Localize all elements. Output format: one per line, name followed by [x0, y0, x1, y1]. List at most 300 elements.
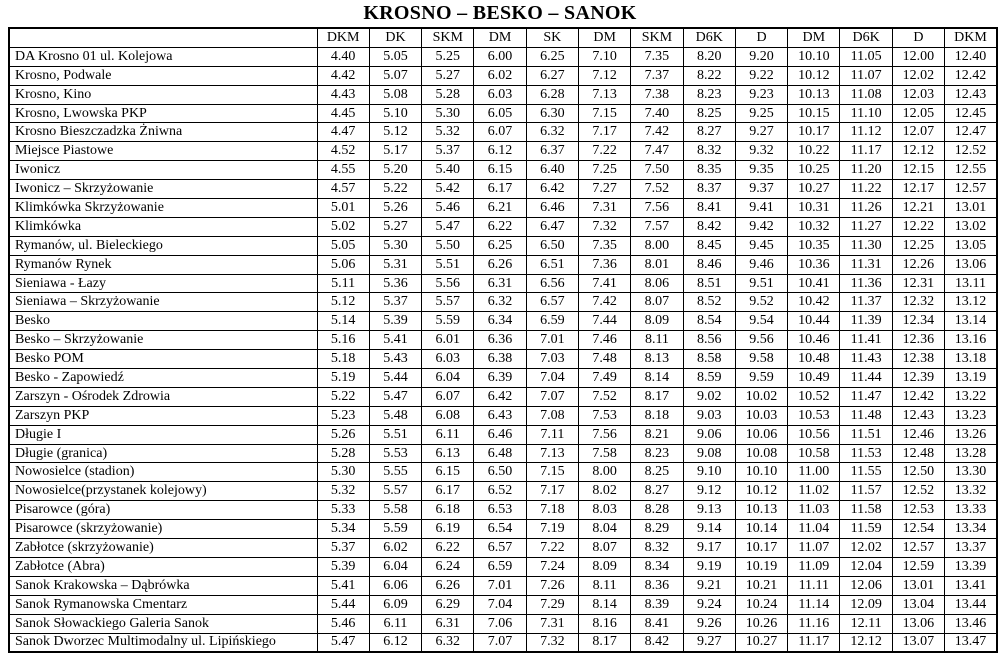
time-cell: 10.12 [735, 482, 787, 501]
time-cell: 9.02 [683, 387, 735, 406]
time-cell: 6.48 [474, 444, 526, 463]
time-cell: 5.43 [369, 350, 421, 369]
time-cell: 12.46 [892, 425, 944, 444]
time-cell: 5.41 [317, 576, 369, 595]
time-cell: 9.42 [735, 217, 787, 236]
time-cell: 6.36 [474, 331, 526, 350]
table-row [9, 463, 997, 482]
time-cell: 12.02 [892, 66, 944, 85]
time-cell: 10.15 [788, 104, 840, 123]
time-cell: 12.00 [892, 47, 944, 66]
time-cell: 5.40 [422, 161, 474, 180]
time-cell: 11.43 [840, 350, 892, 369]
time-cell: 6.53 [474, 501, 526, 520]
time-cell: 6.02 [474, 66, 526, 85]
time-cell: 6.57 [526, 293, 578, 312]
time-cell: 10.32 [788, 217, 840, 236]
time-cell: 6.07 [474, 123, 526, 142]
time-cell: 8.14 [578, 595, 630, 614]
station-name: Krosno, Podwale [9, 66, 317, 85]
time-cell: 10.48 [788, 350, 840, 369]
time-cell: 6.09 [369, 595, 421, 614]
time-cell: 12.32 [892, 293, 944, 312]
time-cell: 9.54 [735, 312, 787, 331]
time-cell: 5.59 [422, 312, 474, 331]
column-header-skm-2: SKM [422, 28, 474, 47]
time-cell: 6.18 [422, 501, 474, 520]
time-cell: 10.27 [788, 180, 840, 199]
time-cell: 13.04 [892, 595, 944, 614]
time-cell: 8.42 [683, 217, 735, 236]
time-cell: 11.03 [788, 501, 840, 520]
time-cell: 6.39 [474, 369, 526, 388]
time-cell: 12.03 [892, 85, 944, 104]
time-cell: 10.13 [735, 501, 787, 520]
time-cell: 6.37 [526, 142, 578, 161]
time-cell: 9.46 [735, 255, 787, 274]
time-cell: 5.57 [369, 482, 421, 501]
time-cell: 10.19 [735, 557, 787, 576]
station-name: Krosno, Kino [9, 85, 317, 104]
time-cell: 10.44 [788, 312, 840, 331]
time-cell: 10.21 [735, 576, 787, 595]
time-cell: 7.50 [631, 161, 683, 180]
time-cell: 11.58 [840, 501, 892, 520]
station-name: Rymanów Rynek [9, 255, 317, 274]
time-cell: 5.02 [317, 217, 369, 236]
station-name: Iwonicz – Skrzyżowanie [9, 180, 317, 199]
time-cell: 13.33 [945, 501, 997, 520]
time-cell: 6.59 [474, 557, 526, 576]
time-cell: 8.07 [578, 539, 630, 558]
time-cell: 13.34 [945, 520, 997, 539]
table-row [9, 539, 997, 558]
time-cell: 4.43 [317, 85, 369, 104]
time-cell: 7.01 [474, 576, 526, 595]
table-row [9, 123, 997, 142]
time-cell: 12.53 [892, 501, 944, 520]
column-header-dm-9: DM [788, 28, 840, 47]
time-cell: 6.03 [422, 350, 474, 369]
time-cell: 5.47 [317, 633, 369, 652]
time-cell: 13.19 [945, 369, 997, 388]
time-cell: 8.17 [631, 387, 683, 406]
time-cell: 12.12 [840, 633, 892, 652]
time-cell: 13.06 [892, 614, 944, 633]
time-cell: 8.39 [631, 595, 683, 614]
time-cell: 6.47 [526, 217, 578, 236]
time-cell: 9.23 [735, 85, 787, 104]
time-cell: 6.56 [526, 274, 578, 293]
time-cell: 5.31 [369, 255, 421, 274]
time-cell: 12.59 [892, 557, 944, 576]
time-cell: 9.10 [683, 463, 735, 482]
time-cell: 7.29 [526, 595, 578, 614]
time-cell: 8.27 [631, 482, 683, 501]
time-cell: 6.40 [526, 161, 578, 180]
time-cell: 13.47 [945, 633, 997, 652]
time-cell: 10.03 [735, 406, 787, 425]
table-row [9, 595, 997, 614]
column-header-dkm-12: DKM [945, 28, 997, 47]
station-name: Besko – Skrzyżowanie [9, 331, 317, 350]
table-row [9, 501, 997, 520]
time-cell: 5.05 [369, 47, 421, 66]
time-cell: 6.42 [526, 180, 578, 199]
station-name: Besko [9, 312, 317, 331]
time-cell: 5.30 [317, 463, 369, 482]
time-cell: 9.27 [735, 123, 787, 142]
time-cell: 6.01 [422, 331, 474, 350]
time-cell: 7.07 [526, 387, 578, 406]
time-cell: 8.06 [631, 274, 683, 293]
time-cell: 5.22 [317, 387, 369, 406]
station-name: Zarszyn - Ośrodek Zdrowia [9, 387, 317, 406]
time-cell: 11.31 [840, 255, 892, 274]
time-cell: 9.26 [683, 614, 735, 633]
time-cell: 7.32 [526, 633, 578, 652]
time-cell: 5.28 [317, 444, 369, 463]
time-cell: 7.12 [578, 66, 630, 85]
time-cell: 4.55 [317, 161, 369, 180]
station-name: Besko - Zapowiedź [9, 369, 317, 388]
time-cell: 9.08 [683, 444, 735, 463]
table-row [9, 293, 997, 312]
time-cell: 5.01 [317, 199, 369, 218]
table-row [9, 331, 997, 350]
time-cell: 7.31 [526, 614, 578, 633]
column-header-sk-4: SK [526, 28, 578, 47]
time-cell: 13.01 [892, 576, 944, 595]
time-cell: 12.52 [892, 482, 944, 501]
time-cell: 7.10 [578, 47, 630, 66]
time-cell: 11.59 [840, 520, 892, 539]
time-cell: 13.26 [945, 425, 997, 444]
time-cell: 11.37 [840, 293, 892, 312]
time-cell: 8.51 [683, 274, 735, 293]
station-name: Długie I [9, 425, 317, 444]
time-cell: 12.48 [892, 444, 944, 463]
station-name: Sieniawa - Łazy [9, 274, 317, 293]
time-cell: 12.22 [892, 217, 944, 236]
time-cell: 8.09 [578, 557, 630, 576]
time-cell: 9.37 [735, 180, 787, 199]
time-cell: 7.31 [578, 199, 630, 218]
column-header-dkm-0: DKM [317, 28, 369, 47]
time-cell: 12.17 [892, 180, 944, 199]
time-cell: 9.25 [735, 104, 787, 123]
time-cell: 12.36 [892, 331, 944, 350]
time-cell: 10.46 [788, 331, 840, 350]
time-cell: 5.48 [369, 406, 421, 425]
table-row [9, 274, 997, 293]
time-cell: 6.15 [474, 161, 526, 180]
timetable-header [9, 28, 997, 47]
time-cell: 7.25 [578, 161, 630, 180]
time-cell: 6.11 [369, 614, 421, 633]
time-cell: 5.19 [317, 369, 369, 388]
time-cell: 9.27 [683, 633, 735, 652]
time-cell: 10.27 [735, 633, 787, 652]
time-cell: 6.00 [474, 47, 526, 66]
time-cell: 9.20 [735, 47, 787, 66]
time-cell: 12.43 [892, 406, 944, 425]
time-cell: 8.59 [683, 369, 735, 388]
time-cell: 12.39 [892, 369, 944, 388]
time-cell: 6.26 [474, 255, 526, 274]
time-cell: 8.20 [683, 47, 735, 66]
time-cell: 6.22 [422, 539, 474, 558]
time-cell: 11.36 [840, 274, 892, 293]
time-cell: 5.47 [369, 387, 421, 406]
time-cell: 6.17 [474, 180, 526, 199]
time-cell: 8.18 [631, 406, 683, 425]
table-row [9, 614, 997, 633]
time-cell: 11.55 [840, 463, 892, 482]
time-cell: 10.36 [788, 255, 840, 274]
time-cell: 8.35 [683, 161, 735, 180]
time-cell: 12.50 [892, 463, 944, 482]
time-cell: 7.32 [578, 217, 630, 236]
time-cell: 5.07 [369, 66, 421, 85]
time-cell: 10.53 [788, 406, 840, 425]
time-cell: 12.40 [945, 47, 997, 66]
time-cell: 9.59 [735, 369, 787, 388]
time-cell: 8.03 [578, 501, 630, 520]
station-name: Sanok Dworzec Multimodalny ul. Lipińskiego [9, 633, 317, 652]
time-cell: 12.25 [892, 236, 944, 255]
time-cell: 12.21 [892, 199, 944, 218]
time-cell: 8.23 [631, 444, 683, 463]
station-name: Sieniawa – Skrzyżowanie [9, 293, 317, 312]
time-cell: 5.10 [369, 104, 421, 123]
time-cell: 6.24 [422, 557, 474, 576]
time-cell: 12.43 [945, 85, 997, 104]
time-cell: 8.37 [683, 180, 735, 199]
time-cell: 11.11 [788, 576, 840, 595]
time-cell: 11.41 [840, 331, 892, 350]
time-cell: 8.58 [683, 350, 735, 369]
time-cell: 10.35 [788, 236, 840, 255]
time-cell: 5.32 [317, 482, 369, 501]
time-cell: 10.22 [788, 142, 840, 161]
time-cell: 11.02 [788, 482, 840, 501]
time-cell: 10.12 [788, 66, 840, 85]
time-cell: 5.57 [422, 293, 474, 312]
time-cell: 10.24 [735, 595, 787, 614]
time-cell: 9.35 [735, 161, 787, 180]
time-cell: 6.12 [369, 633, 421, 652]
station-name: Sanok Słowackiego Galeria Sanok [9, 614, 317, 633]
time-cell: 12.34 [892, 312, 944, 331]
time-cell: 10.02 [735, 387, 787, 406]
time-cell: 12.06 [840, 576, 892, 595]
table-row [9, 142, 997, 161]
time-cell: 11.07 [840, 66, 892, 85]
time-cell: 5.34 [317, 520, 369, 539]
time-cell: 11.48 [840, 406, 892, 425]
time-cell: 8.32 [683, 142, 735, 161]
time-cell: 11.16 [788, 614, 840, 633]
time-cell: 4.52 [317, 142, 369, 161]
time-cell: 7.37 [631, 66, 683, 85]
table-row [9, 350, 997, 369]
time-cell: 8.54 [683, 312, 735, 331]
time-cell: 10.06 [735, 425, 787, 444]
time-cell: 10.41 [788, 274, 840, 293]
time-cell: 11.10 [840, 104, 892, 123]
time-cell: 5.26 [369, 199, 421, 218]
time-cell: 6.22 [474, 217, 526, 236]
time-cell: 5.26 [317, 425, 369, 444]
time-cell: 5.05 [317, 236, 369, 255]
time-cell: 8.13 [631, 350, 683, 369]
time-cell: 6.46 [526, 199, 578, 218]
time-cell: 7.06 [474, 614, 526, 633]
time-cell: 6.25 [474, 236, 526, 255]
station-name: Krosno Bieszczadzka Żniwna [9, 123, 317, 142]
time-cell: 6.51 [526, 255, 578, 274]
station-name: Rymanów, ul. Bieleckiego [9, 236, 317, 255]
time-cell: 12.05 [892, 104, 944, 123]
table-row [9, 369, 997, 388]
time-cell: 11.12 [840, 123, 892, 142]
table-row [9, 85, 997, 104]
time-cell: 10.14 [735, 520, 787, 539]
time-cell: 12.09 [840, 595, 892, 614]
time-cell: 7.53 [578, 406, 630, 425]
time-cell: 6.32 [526, 123, 578, 142]
time-cell: 7.13 [526, 444, 578, 463]
time-cell: 8.04 [578, 520, 630, 539]
time-cell: 5.30 [422, 104, 474, 123]
time-cell: 11.26 [840, 199, 892, 218]
time-cell: 12.04 [840, 557, 892, 576]
time-cell: 7.15 [578, 104, 630, 123]
time-cell: 8.52 [683, 293, 735, 312]
time-cell: 9.13 [683, 501, 735, 520]
time-cell: 13.32 [945, 482, 997, 501]
time-cell: 6.21 [474, 199, 526, 218]
time-cell: 11.27 [840, 217, 892, 236]
time-cell: 10.13 [788, 85, 840, 104]
station-name: Miejsce Piastowe [9, 142, 317, 161]
time-cell: 6.50 [526, 236, 578, 255]
table-row [9, 387, 997, 406]
time-cell: 12.38 [892, 350, 944, 369]
time-cell: 11.14 [788, 595, 840, 614]
time-cell: 11.09 [788, 557, 840, 576]
station-name: Sanok Rymanowska Cmentarz [9, 595, 317, 614]
table-row [9, 576, 997, 595]
time-cell: 8.25 [631, 463, 683, 482]
time-cell: 7.41 [578, 274, 630, 293]
table-row [9, 47, 997, 66]
table-row [9, 104, 997, 123]
table-row [9, 425, 997, 444]
table-row [9, 482, 997, 501]
time-cell: 8.27 [683, 123, 735, 142]
time-cell: 6.31 [474, 274, 526, 293]
time-cell: 5.56 [422, 274, 474, 293]
station-name: Besko POM [9, 350, 317, 369]
time-cell: 10.26 [735, 614, 787, 633]
time-cell: 12.52 [945, 142, 997, 161]
time-cell: 6.34 [474, 312, 526, 331]
time-cell: 8.56 [683, 331, 735, 350]
timetable-table [8, 27, 998, 653]
time-cell: 6.29 [422, 595, 474, 614]
time-cell: 5.42 [422, 180, 474, 199]
time-cell: 6.50 [474, 463, 526, 482]
time-cell: 13.22 [945, 387, 997, 406]
time-cell: 12.42 [945, 66, 997, 85]
time-cell: 12.12 [892, 142, 944, 161]
time-cell: 5.06 [317, 255, 369, 274]
time-cell: 7.49 [578, 369, 630, 388]
time-cell: 8.25 [683, 104, 735, 123]
column-header-d6k-7: D6K [683, 28, 735, 47]
time-cell: 8.46 [683, 255, 735, 274]
column-header-dk-1: DK [369, 28, 421, 47]
station-name: Zabłotce (Abra) [9, 557, 317, 576]
time-cell: 9.51 [735, 274, 787, 293]
time-cell: 10.08 [735, 444, 787, 463]
time-cell: 11.57 [840, 482, 892, 501]
time-cell: 7.48 [578, 350, 630, 369]
time-cell: 12.07 [892, 123, 944, 142]
time-cell: 5.46 [422, 199, 474, 218]
table-row [9, 406, 997, 425]
table-row [9, 199, 997, 218]
time-cell: 6.05 [474, 104, 526, 123]
time-cell: 6.54 [474, 520, 526, 539]
time-cell: 7.52 [631, 180, 683, 199]
time-cell: 8.07 [631, 293, 683, 312]
time-cell: 13.14 [945, 312, 997, 331]
time-cell: 7.42 [578, 293, 630, 312]
time-cell: 7.07 [474, 633, 526, 652]
time-cell: 11.44 [840, 369, 892, 388]
time-cell: 8.00 [578, 463, 630, 482]
corner-cell [9, 28, 317, 47]
time-cell: 8.22 [683, 66, 735, 85]
station-name: Długie (granica) [9, 444, 317, 463]
time-cell: 7.17 [578, 123, 630, 142]
time-cell: 9.41 [735, 199, 787, 218]
time-cell: 6.19 [422, 520, 474, 539]
time-cell: 9.19 [683, 557, 735, 576]
time-cell: 7.35 [578, 236, 630, 255]
time-cell: 13.01 [945, 199, 997, 218]
time-cell: 13.05 [945, 236, 997, 255]
table-row [9, 180, 997, 199]
time-cell: 4.47 [317, 123, 369, 142]
time-cell: 9.56 [735, 331, 787, 350]
time-cell: 13.02 [945, 217, 997, 236]
time-cell: 7.35 [631, 47, 683, 66]
time-cell: 8.42 [631, 633, 683, 652]
table-row [9, 66, 997, 85]
time-cell: 8.45 [683, 236, 735, 255]
time-cell: 5.46 [317, 614, 369, 633]
time-cell: 9.45 [735, 236, 787, 255]
time-cell: 7.57 [631, 217, 683, 236]
time-cell: 13.46 [945, 614, 997, 633]
table-row [9, 557, 997, 576]
time-cell: 11.30 [840, 236, 892, 255]
time-cell: 10.49 [788, 369, 840, 388]
